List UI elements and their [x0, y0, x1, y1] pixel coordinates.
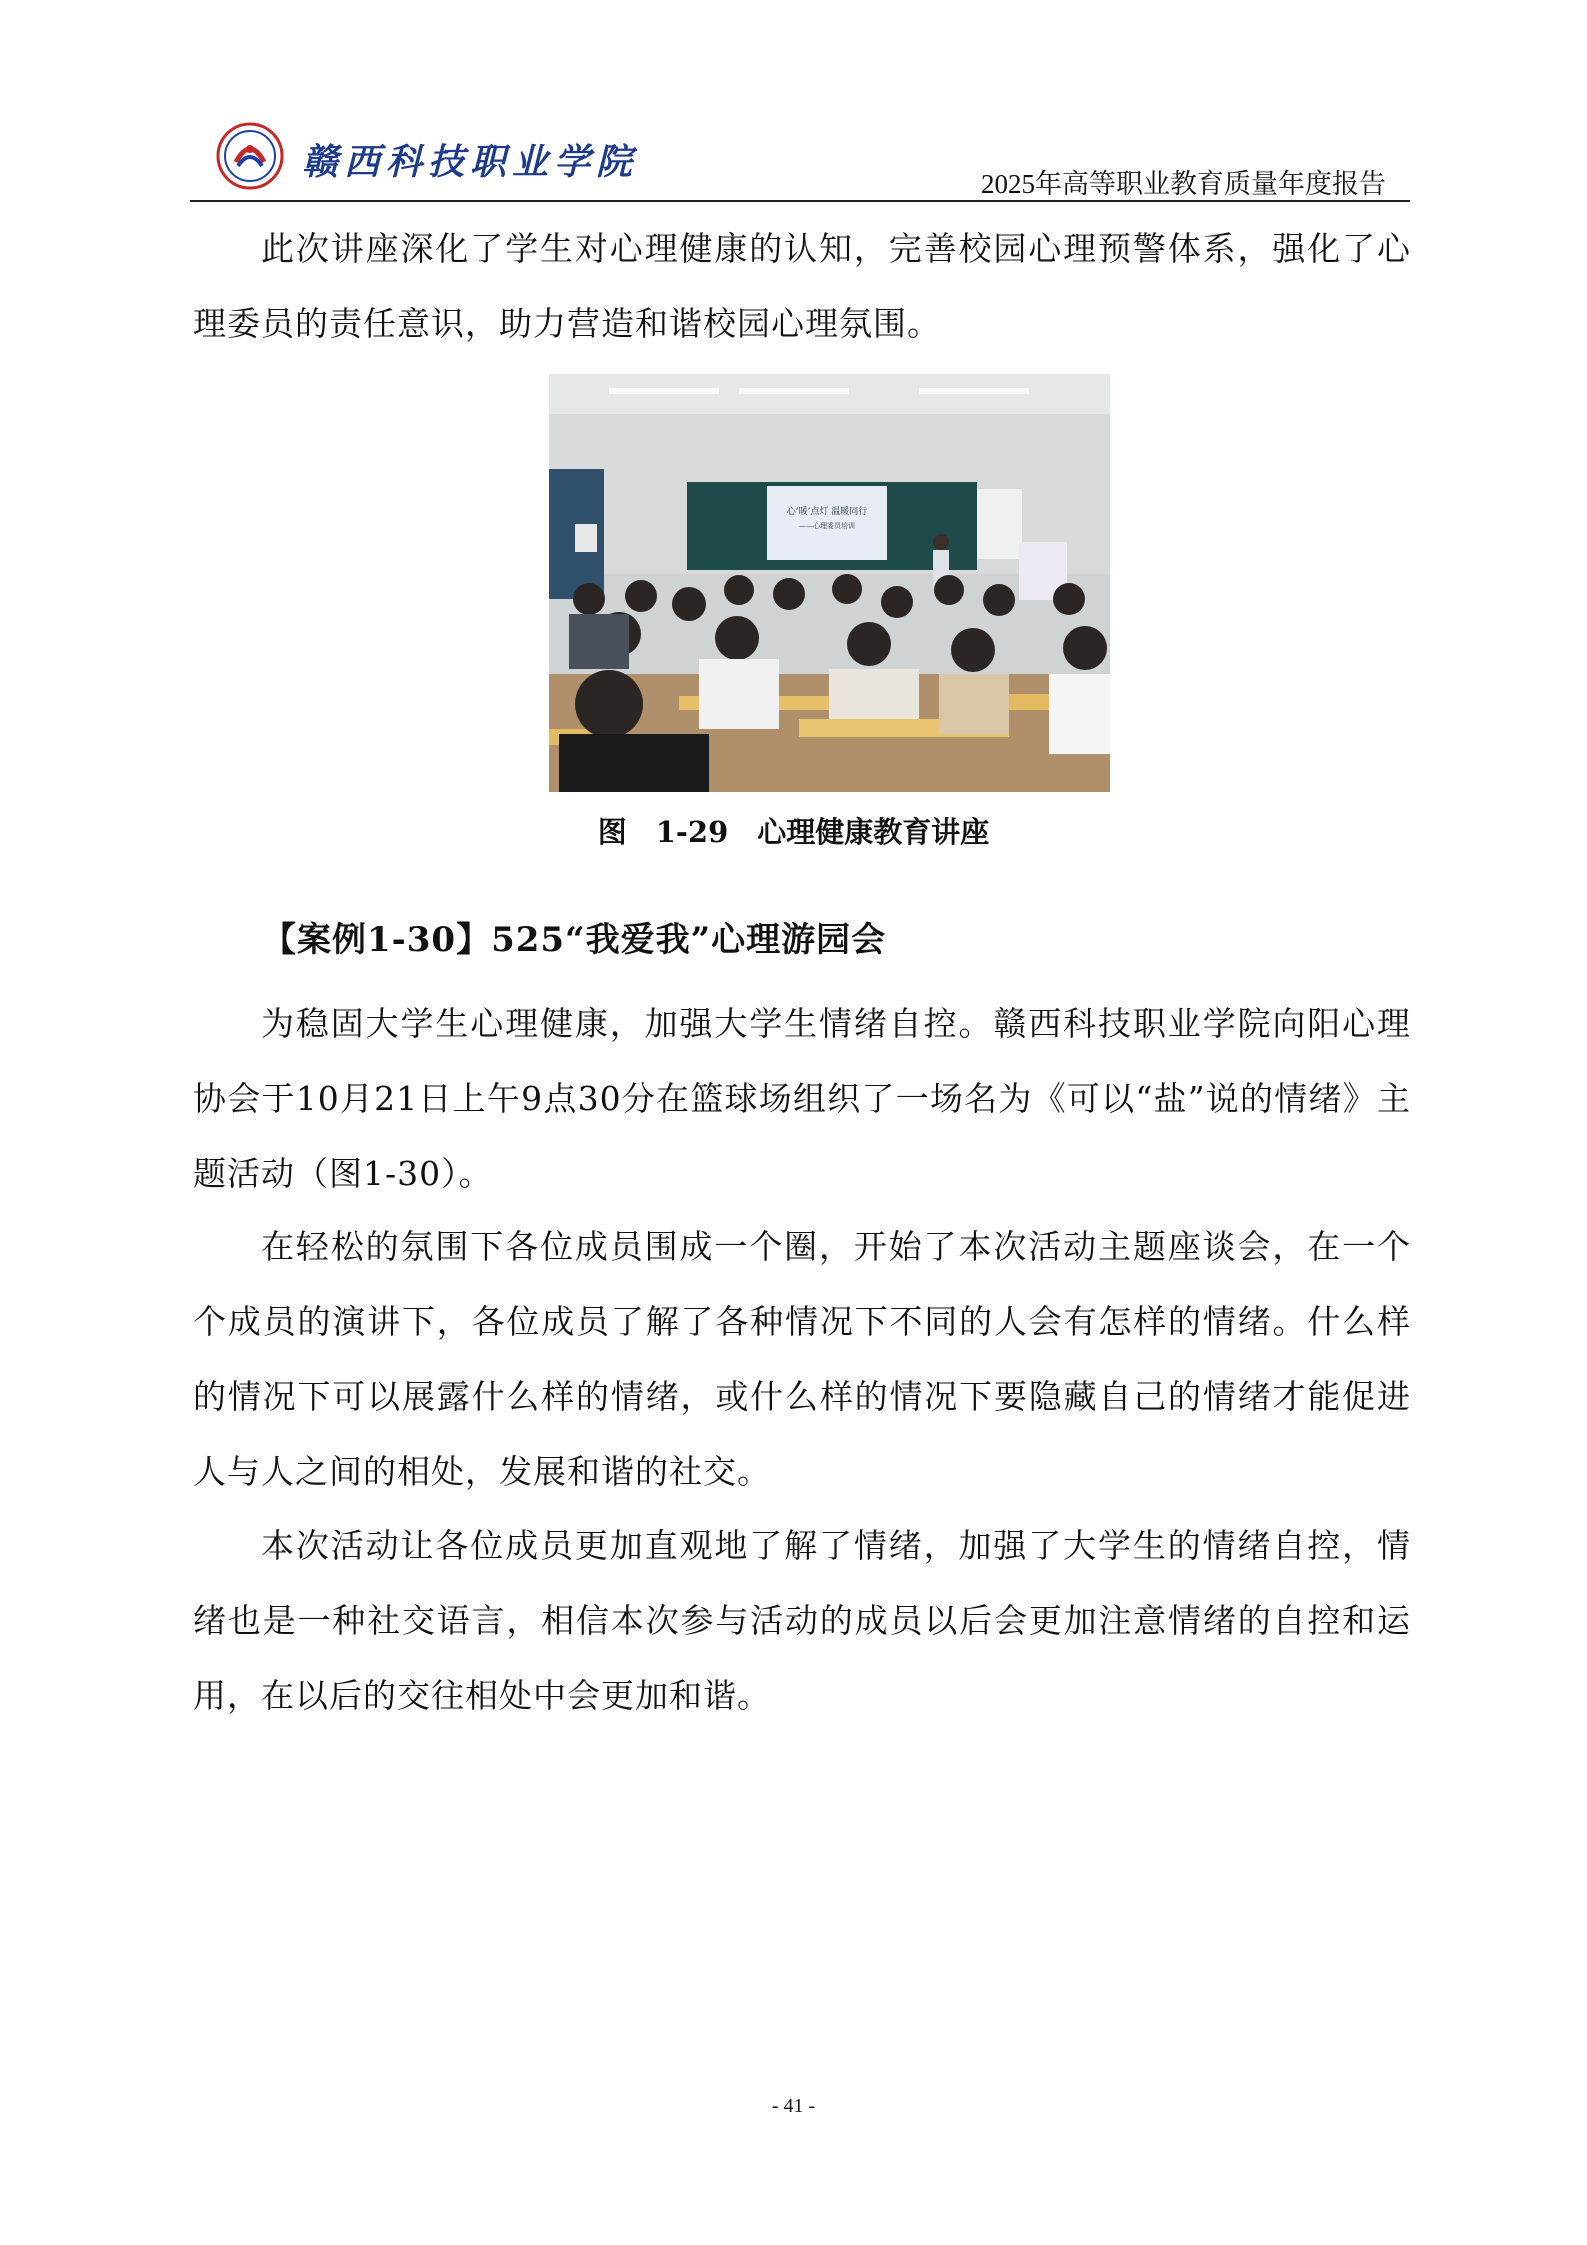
intro-paragraph: 此次讲座深化了学生对心理健康的认知，完善校园心理预警体系，强化了心理委员的责任意识，助力营造和谐校园心理氛围。	[193, 229, 1411, 343]
page-header	[190, 112, 1410, 202]
case-paragraph-1: 为稳固大学生心理健康，加强大学生情绪自控。赣西科技职业学院向阳心理协会于10月21日上午9点30分在篮球场组织了一场名为《可以“盐”说的情绪》主题活动（图1-30）。	[193, 1004, 1411, 1193]
slide-title: 心‘暖’点灯 温暖同行	[786, 507, 868, 517]
school-logo-icon	[216, 122, 284, 190]
header-divider	[190, 200, 1410, 202]
figure-caption: 图 1-29 心理健康教育讲座	[597, 815, 990, 849]
classroom-lecture-photo-icon	[549, 374, 1110, 792]
slide-subtitle: ——心理委员培训	[799, 522, 855, 530]
report-title: 2025年高等职业教育质量年度报告	[981, 169, 1386, 199]
lecture-photo	[549, 374, 1110, 792]
case-paragraph-2: 在轻松的氛围下各位成员围成一个圈，开始了本次活动主题座谈会，在一个个成员的演讲下，各位成员了解了各种情况下不同的人会有怎样的情绪。什么样的情况下可以展露什么样的情绪，或什么样的情况下要隐藏自己的情绪才能促进人与人之间的相处，发展和谐的社交。	[193, 1227, 1411, 1491]
page-number: - 41 -	[771, 2095, 816, 2117]
case-paragraph-3: 本次活动让各位成员更加直观地了解了情绪，加强了大学生的情绪自控，情绪也是一种社交语言，相信本次参与活动的成员以后会更加注意情绪的自控和运用，在以后的交往相处中会更加和谐。	[193, 1526, 1411, 1715]
school-name: 赣西科技职业学院	[302, 141, 639, 183]
case-heading: 【案例1-30】525“我爱我”心理游园会	[262, 920, 887, 960]
